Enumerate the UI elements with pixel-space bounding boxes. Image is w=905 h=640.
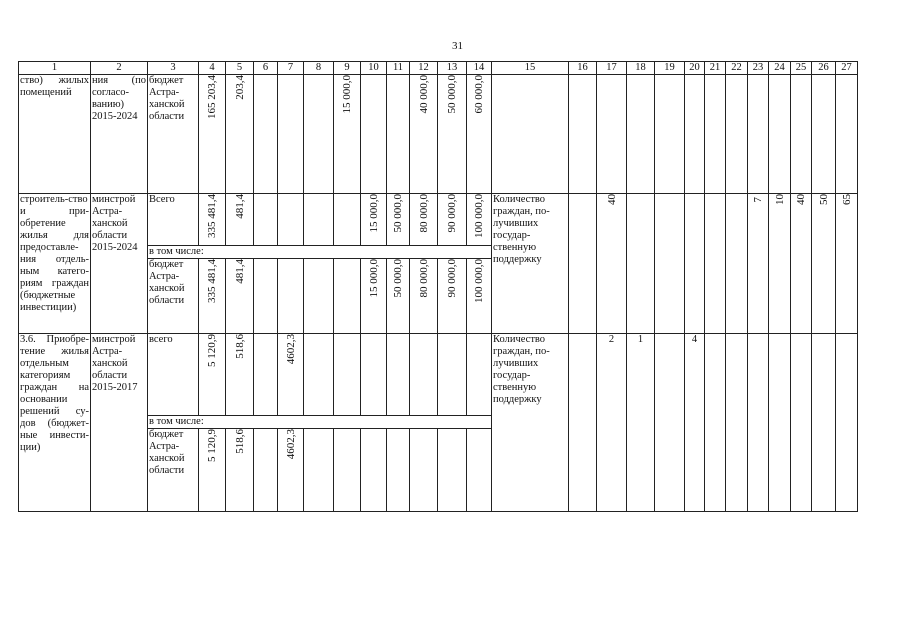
column-number: 11 (387, 62, 410, 75)
row2-c25: 40 (791, 194, 812, 334)
column-number: 7 (278, 62, 304, 75)
row1-c14: 60 000,0 (467, 75, 492, 194)
column-number: 6 (254, 62, 278, 75)
column-number: 22 (726, 62, 748, 75)
column-number: 10 (361, 62, 387, 75)
row2-total-c5: 481,4 (226, 194, 254, 246)
row3-budget-c4: 5 120,9 (199, 429, 226, 512)
column-number: 17 (597, 62, 627, 75)
table-row (19, 194, 858, 246)
row1-source: бюджет Астра-ханской области (148, 75, 199, 194)
row3-total-c5: 518,6 (226, 334, 254, 416)
column-number: 25 (791, 62, 812, 75)
row2-budget-c11: 50 000,0 (387, 259, 410, 334)
page-number: 31 (452, 40, 463, 52)
row2-c27: 65 (836, 194, 858, 334)
column-number: 14 (467, 62, 492, 75)
row2-c24: 10 (769, 194, 791, 334)
column-number: 1 (19, 62, 91, 75)
row2-budget-label: бюджет Астра-ханской области (148, 259, 199, 334)
column-number: 16 (569, 62, 597, 75)
column-number: 20 (685, 62, 705, 75)
row2-total-c11: 50 000,0 (387, 194, 410, 246)
row2-indicator: Количество граждан, по-лучивших государ-ственную поддержку (492, 194, 569, 334)
row2-budget-c10: 15 000,0 (361, 259, 387, 334)
row2-budget-c13: 90 000,0 (438, 259, 467, 334)
column-number: 3 (148, 62, 199, 75)
column-number: 9 (334, 62, 361, 75)
column-number: 5 (226, 62, 254, 75)
row1-executor: ния (по согласо-ванию) 2015-2024 (91, 75, 148, 194)
column-number: 23 (748, 62, 769, 75)
row2-total-c12: 80 000,0 (410, 194, 438, 246)
row3-incl-label: в том числе: (148, 416, 492, 429)
row3-budget-label: бюджет Астра-ханской области (148, 429, 199, 512)
column-number: 15 (492, 62, 569, 75)
budget-table (18, 61, 858, 512)
row2-incl-label: в том числе: (148, 246, 492, 259)
table-row (19, 334, 858, 416)
row2-c23: 7 (748, 194, 769, 334)
row3-c17: 2 (597, 334, 627, 512)
row1-c9: 15 000,0 (334, 75, 361, 194)
row2-measure: строитель-ство и при-обретение жилья для предоставле-ния отдель-ным катего-риям граждан (бюджетные инвестиции) (19, 194, 91, 334)
column-number: 27 (836, 62, 858, 75)
column-number: 8 (304, 62, 334, 75)
row3-c18: 1 (627, 334, 655, 512)
row3-measure: 3.6. Приобре-тение жилья отдельным категориям граждан на основании решений су-дов (бюджет-ные инвести-ции) (19, 334, 91, 512)
row2-budget-c5: 481,4 (226, 259, 254, 334)
column-number-row (19, 62, 858, 75)
row3-budget-c5: 518,6 (226, 429, 254, 512)
row3-total-c4: 5 120,9 (199, 334, 226, 416)
row2-total-label: Всего (148, 194, 199, 246)
row2-budget-c12: 80 000,0 (410, 259, 438, 334)
row2-c17: 40 (597, 194, 627, 334)
column-number: 2 (91, 62, 148, 75)
row1-c5: 203,4 (226, 75, 254, 194)
column-number: 4 (199, 62, 226, 75)
row2-budget-c14: 100 000,0 (467, 259, 492, 334)
row1-c4: 165 203,4 (199, 75, 226, 194)
column-number: 21 (705, 62, 726, 75)
row2-total-c4: 335 481,4 (199, 194, 226, 246)
column-number: 13 (438, 62, 467, 75)
row3-budget-c7: 4602,3 (278, 429, 304, 512)
column-number: 19 (655, 62, 685, 75)
row3-total-c7: 4602,3 (278, 334, 304, 416)
row1-c12: 40 000,0 (410, 75, 438, 194)
row3-executor: минстрой Астра-ханской области 2015-2017 (91, 334, 148, 512)
column-number: 18 (627, 62, 655, 75)
column-number: 12 (410, 62, 438, 75)
column-number: 24 (769, 62, 791, 75)
row2-c26: 50 (812, 194, 836, 334)
row2-total-c10: 15 000,0 (361, 194, 387, 246)
table-row (19, 75, 858, 194)
row3-total-label: всего (148, 334, 199, 416)
row3-c20: 4 (685, 334, 705, 512)
row3-indicator: Количество граждан, по-лучивших государ-ственную поддержку (492, 334, 569, 512)
row2-budget-c4: 335 481,4 (199, 259, 226, 334)
column-number: 26 (812, 62, 836, 75)
row1-measure: ство) жилых помещений (19, 75, 91, 194)
row1-c13: 50 000,0 (438, 75, 467, 194)
row2-total-c14: 100 000,0 (467, 194, 492, 246)
row2-total-c13: 90 000,0 (438, 194, 467, 246)
row2-executor: минстрой Астра-ханской области 2015-2024 (91, 194, 148, 334)
